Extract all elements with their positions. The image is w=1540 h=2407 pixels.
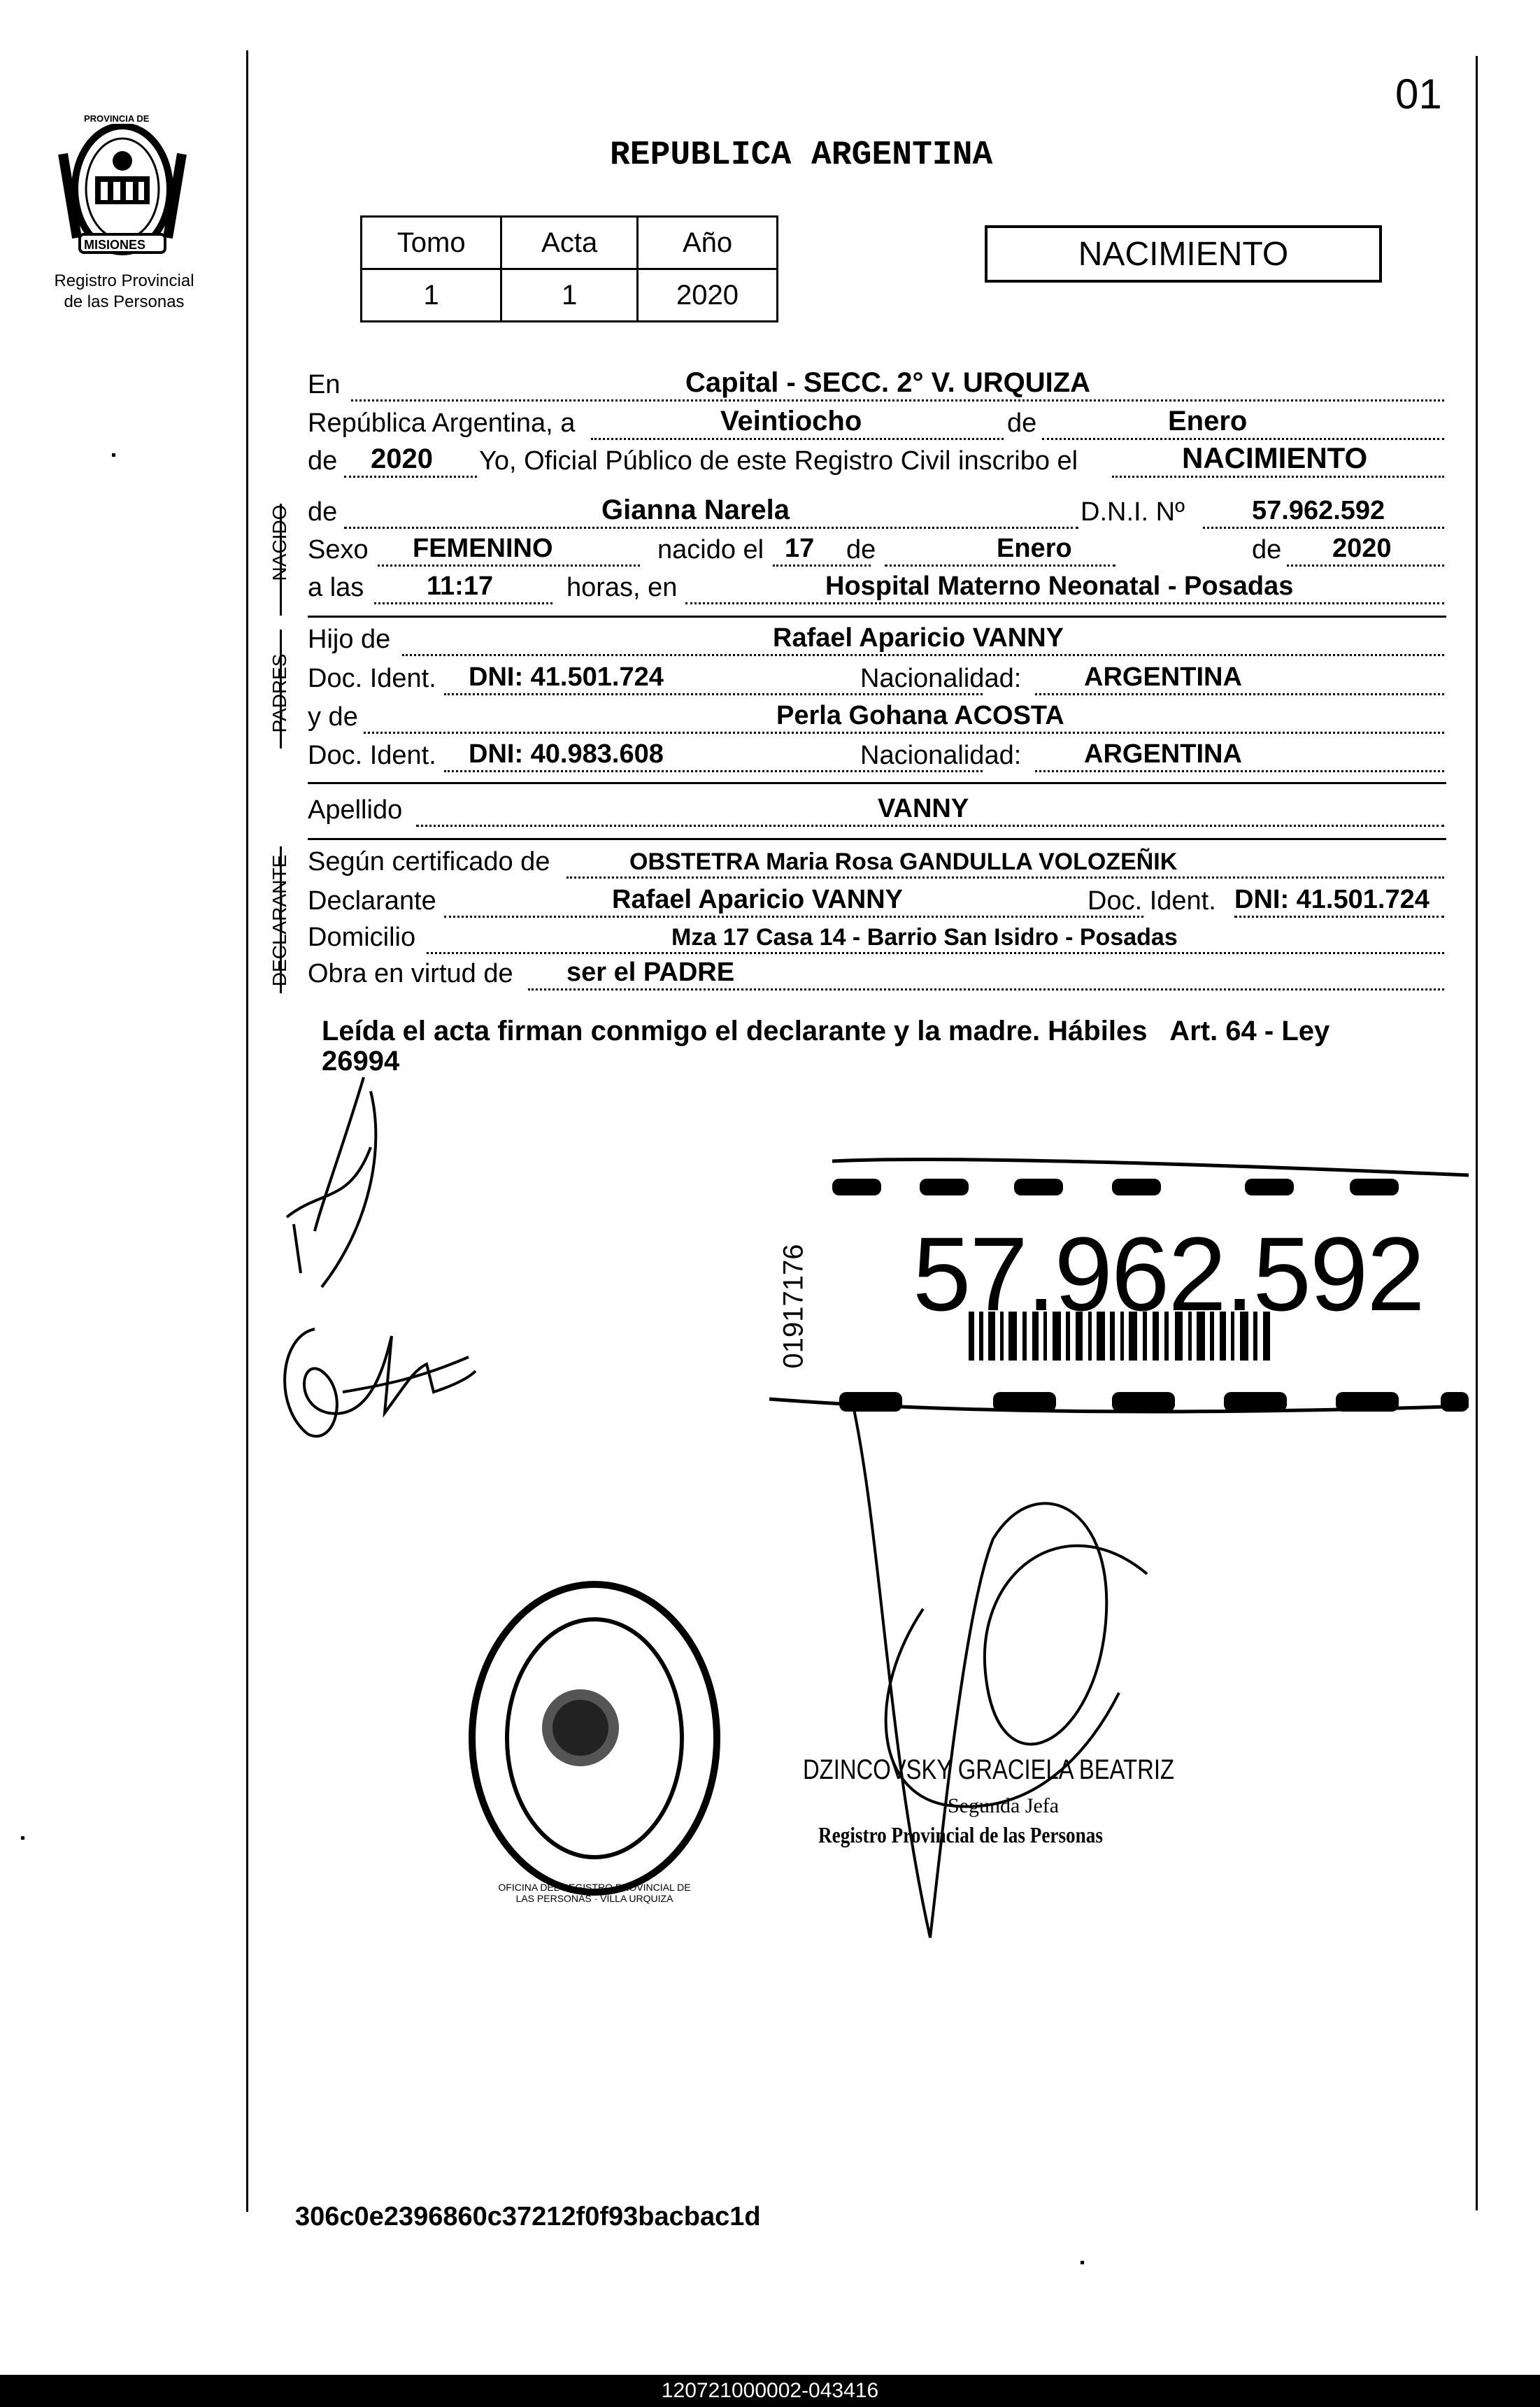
label-domicilio: Domicilio [308,923,416,952]
dots [427,952,1444,954]
dots [566,876,1444,879]
header-tomo: Tomo [362,217,501,269]
label-dni: D.N.I. Nº [1081,497,1185,527]
value-sexo: FEMENINO [413,534,553,563]
official-stamp [462,1574,727,1903]
country-title: REPUBLICA ARGENTINA [610,136,993,174]
value-nac-mes: Enero [997,534,1072,563]
scan-dot [1081,2261,1084,2264]
value-padre-nac: ARGENTINA [1084,662,1242,692]
closing-text-1: Leída el acta firman conmigo el declarante y la madre. Hábiles Art. 64 - Ley [322,1016,1330,1046]
value-domicilio: Mza 17 Casa 14 - Barrio San Isidro - Posadas [671,924,1178,951]
dots [1287,565,1444,567]
label-declarante: Declarante [308,886,436,916]
row-nombre [308,497,1444,532]
label-hijo-de: Hijo de [308,625,391,654]
dots [364,732,1444,734]
value-certificado: OBSTETRA Maria Rosa GANDULLA VOLOZEÑIK [629,849,1178,875]
value-madre: Perla Gohana ACOSTA [776,701,1064,730]
value-padre-doc: DNI: 41.501.724 [469,662,664,692]
page-number: 01 [1395,71,1442,118]
footer-id: 120721000002-043416 [661,2379,879,2402]
row-certificado [308,846,1444,881]
official-name: DZINCOVSKY GRACIELA BEATRIZ [803,1754,1175,1785]
label-obra: Obra en virtud de [308,959,513,988]
value-madre-doc: DNI: 40.983.608 [469,739,664,769]
value-nombre: Gianna Narela [601,495,790,525]
official-role: Segunda Jefa [948,1794,1060,1817]
official-office: Registro Provincial de las Personas [818,1822,1103,1847]
label-de2: de [308,446,338,476]
dots [1234,916,1444,918]
dots [374,602,552,604]
value-madre-nac: ARGENTINA [1084,739,1242,769]
row-padre-doc [308,663,1444,698]
sticker-control-number: 01917176 [778,1244,809,1369]
row-madre [308,702,1444,737]
label-en: En [308,370,341,399]
label-doc-declarante: Doc. Ident. [1088,886,1216,916]
label-de-nombre: de [308,497,338,527]
dots [1112,476,1444,478]
dots [344,476,477,478]
dots [351,399,1444,402]
dots [1042,438,1444,440]
label-republica: República Argentina, a [308,409,576,438]
side-label-padres: PADRES [269,653,290,733]
dots [1203,527,1444,529]
value-acta: 1 [501,269,638,322]
header-anio: Año [638,217,778,269]
value-declarante-doc: DNI: 41.501.724 [1234,885,1430,914]
divider-nacido [308,616,1446,618]
sticker [762,1147,1469,1427]
row-apellido [308,795,1444,830]
record-type: NACIMIENTO [1078,235,1289,273]
dots [344,527,1078,529]
dots [685,602,1444,604]
closing-text-2: 26994 [322,1046,400,1077]
label-horas-en: horas, en [566,573,678,602]
dots [591,438,1004,440]
signature-declarante [280,1063,406,1294]
value-declarante: Rafael Aparicio VANNY [612,885,903,914]
book-table [360,215,778,322]
label-nac-padre: Nacionalidad: [860,664,1022,693]
seal-bottom-text: MISIONES [84,238,146,252]
dots [444,916,1143,918]
signature-official [825,1399,1189,1959]
value-tomo: 1 [362,269,501,322]
row-madre-doc [308,740,1444,775]
logo-caption-1: Registro Provincial [54,271,194,290]
scan-dot [112,453,115,457]
label-nacido-el: nacido el [657,535,764,565]
value-hora: 11:17 [427,571,494,601]
label-y-de: y de [308,702,358,732]
sticker-number: 57.962.592 [913,1215,1424,1333]
logo-caption-2: de las Personas [64,292,185,311]
stamp-text: OFICINA DEL REGISTRO PROVINCIAL DE LAS PERSONAS · VILLA URQUIZA [498,1882,691,1904]
value-nac-dia: 17 [785,534,815,563]
scan-dot [21,1836,24,1840]
divider-apellido [308,838,1446,840]
row-sexo [308,534,1444,569]
side-label-declarante: DECLARANTE [269,854,290,987]
row-hora [308,572,1444,607]
side-label-nacido: NACIDO [269,504,290,581]
value-apellido: VANNY [878,794,969,823]
record-type-box [985,225,1382,283]
value-anio-acta: 2020 [371,443,433,474]
label-doc-padre: Doc. Ident. [308,664,436,693]
dots [416,825,1444,827]
value-obra: ser el PADRE [566,958,735,987]
row-obra [308,958,1444,993]
text-oficial: Yo, Oficial Público de este Registro Civil inscribo el [479,446,1078,476]
value-mes: Enero [1168,406,1248,436]
row-anio [308,441,1444,481]
label-sexo: Sexo [308,535,369,565]
row-republica [308,408,1444,443]
label-alas: a las [308,573,364,602]
document-hash: 306c0e2396860c37212f0f93bacbac1d [295,2202,761,2231]
signature-madre [273,1308,483,1448]
dots [1035,693,1444,695]
label-doc-madre: Doc. Ident. [308,741,436,770]
row-domicilio [308,922,1444,957]
value-inscribe: NACIMIENTO [1182,441,1368,474]
value-padre: Rafael Aparicio VANNY [773,623,1064,653]
value-lugar-nacimiento: Hospital Materno Neonatal - Posadas [825,571,1294,601]
dots [402,654,1444,656]
label-nac-de: de [846,535,876,565]
dots [528,988,1444,991]
right-margin-rule [1476,56,1478,2210]
row-padre [308,624,1444,659]
label-nac-de2: de [1252,535,1282,565]
label-de: de [1007,409,1037,438]
label-apellido: Apellido [308,795,403,825]
footer-bar [0,2375,1540,2407]
divider-padres [308,782,1446,784]
value-lugar-registro: Capital - SECC. 2° V. URQUIZA [685,367,1091,398]
value-dni: 57.962.592 [1252,496,1385,525]
row-declarante [308,886,1444,921]
header-acta: Acta [501,217,638,269]
label-nac-madre: Nacionalidad: [860,741,1022,770]
value-dia-letras: Veintiocho [720,406,862,436]
left-margin-rule [246,50,248,2212]
dots [885,565,1115,567]
row-en [308,369,1444,404]
value-anio: 2020 [638,269,778,322]
dots [1035,770,1444,772]
dots [378,565,640,567]
seal-top-text: PROVINCIA DE [84,113,150,124]
value-nac-anio: 2020 [1332,534,1392,563]
label-certificado: Según certificado de [308,847,550,876]
